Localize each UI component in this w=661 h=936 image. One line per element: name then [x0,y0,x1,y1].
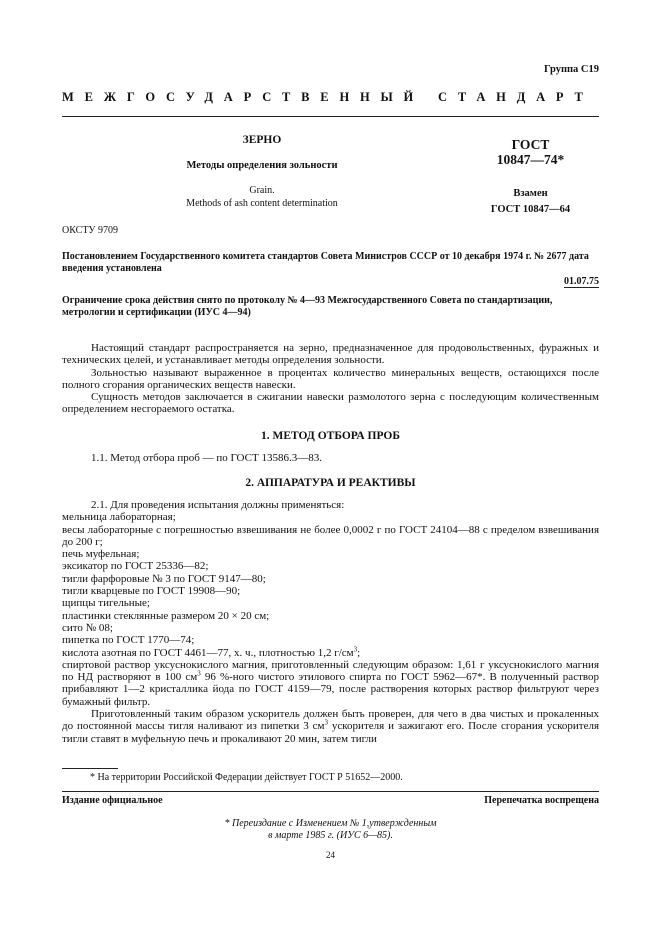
list-item: сито № 08; [62,621,113,634]
list-item: печь муфельная; [62,548,140,561]
list-item: пипетка по ГОСТ 1770—74; [62,634,195,647]
intro-section [62,342,599,416]
accelerator-text-end: ускорителя и зажигают его. После сгорания ускорителя тигли ставят в муфельную печь и прокаливают 20 мин, затем тигли [62,720,600,745]
reissue-line: * Переиздание с Изменением № 1,утвержденным [224,818,437,829]
section-paragraph: 1.1. Метод отбора проб — по ГОСТ 13586.3—83. [91,452,322,464]
document-subtitle: Методы определения зольности [186,160,338,171]
section-paragraph: 2.1. Для проведения испытания должны применяться: [91,499,345,511]
section1-body [62,452,599,464]
list-item: щипцы тигельные; [62,597,150,610]
list-item [62,644,599,659]
title-english-2: Methods of ash content determination [186,198,338,209]
group-code: Группа С19 [543,64,599,75]
replaces-label: Взамен [513,188,548,199]
list-item: весы лабораторные с погрешностью взвешивания не более 0,0002 г по ГОСТ 24104—88 с пределом взвешивания до 200 г; [62,523,599,548]
gost-code: 10847—74* [496,152,565,167]
list-item: эксикатор по ГОСТ 25336—82; [62,560,209,573]
standard-type: МЕЖГОСУДАРСТВЕННЫЙ СТАНДАРТ [62,90,594,104]
footnote-divider [62,768,118,769]
effective-date: 01.07.75 [564,276,599,287]
title-english-1: Grain. [249,185,275,196]
edition-label: Издание официальное [62,795,163,806]
intro-paragraph: Зольностью называют выраженное в процентах количество минеральных веществ, остающихся после полного сгорания органических веществ навески. [62,366,599,391]
limitation-text: Ограничение срока действия снято по протоколу № 4—93 Межгосударственного Совета по стандартизации, метрологии и сертификации (ИУС 4—94) [62,295,553,318]
section-heading: 1. МЕТОД ОТБОРА ПРОБ [261,430,400,442]
reprint-label: Перепечатка воспрещена [484,795,599,806]
magnesium-text-end: 96 %-ного чистого этилового спирта по ГОСТ 5962—67*. В полученный раствор прибавляют 1—2 кристаллика йода по ГОСТ 4159—79, после растворения которых раствор фильтруют через бумажный фильтр. [62,671,599,708]
gost-label: ГОСТ [511,137,550,152]
gost-number [462,137,599,167]
footer-divider [62,791,599,792]
reissue-line: в марте 1985 г. (ИУС 6—85). [268,830,393,841]
intro-paragraph: Сущность методов заключается в сжигании навески размолотого зерна с последующим количественным определением несгораемого остатка. [62,391,599,416]
intro-paragraph: Настоящий стандарт распространяется на зерно, предназначенное для продовольственных, фуражных и технических целей, и устанавливает методы определения зольности. [62,342,599,367]
superscript: 3 [197,669,201,678]
list-item: пластинки стеклянные размером 20 × 20 см; [62,609,270,622]
replaces-code: ГОСТ 10847—64 [490,204,571,215]
document-title: ЗЕРНО [242,134,282,146]
footnote: * На территории Российской Федерации действует ГОСТ Р 51652—2000. [90,772,403,783]
nitric-acid-end: ; [357,646,361,659]
nitric-acid-text: кислота азотная по ГОСТ 4461—77, х. ч., плотностью 1,2 г/см [62,646,354,659]
header-divider [62,116,599,117]
list-item: мельница лабораторная; [62,511,176,524]
section-heading: 2. АППАРАТУРА И РЕАКТИВЫ [245,477,416,489]
section-paragraph [62,708,599,745]
replaces-block [462,186,599,218]
okstu-code: ОКСТУ 9709 [62,225,119,236]
magnesium-text: спиртовой раствор уксуснокислого магния, приготовленный следующим образом: 1,61 г уксуснокислого магния по НД растворяют в 100 см [62,658,599,684]
accelerator-text: Приготовленный таким образом ускоритель должен быть проверен, для чего в два чистых и прокаленных до постоянной массы тигля наливают из пипетки 3 см [62,708,599,733]
list-item: тигли кварцевые по ГОСТ 19908—90; [62,585,241,598]
section2-body [62,499,599,745]
list-item: тигли фарфоровые № 3 по ГОСТ 9147—80; [62,572,266,585]
reissue-note [62,818,599,842]
superscript: 3 [353,644,358,653]
list-item [62,659,599,708]
superscript: 3 [324,718,328,727]
page-number: 24 [326,850,335,860]
decree-text: Постановлением Государственного комитета стандартов Совета Министров СССР от 10 декабря 1974 г. № 2677 дата введения установлена [62,251,589,274]
